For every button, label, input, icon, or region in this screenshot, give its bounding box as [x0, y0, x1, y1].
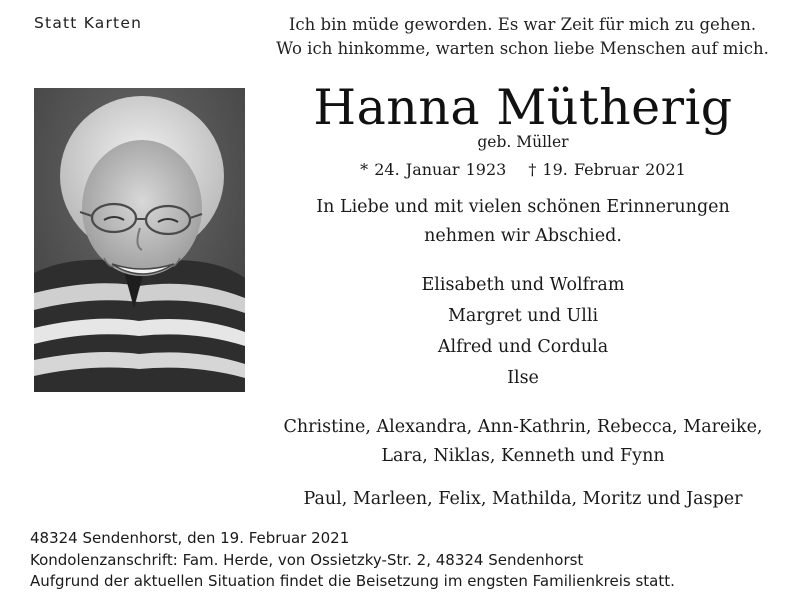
statt-karten-label: Statt Karten: [34, 14, 143, 32]
farewell-text: [270, 193, 776, 251]
motto-line-2: Wo ich hinkomme, warten schon liebe Menschen auf mich.: [276, 39, 769, 58]
condolence-address: Kondolenzanschrift: Fam. Herde, von Ossietzky-Str. 2, 48324 Sendenhorst: [30, 550, 584, 569]
death-date: † 19. Februar 2021: [528, 160, 686, 179]
deceased-name: Hanna Mütherig: [313, 79, 733, 136]
place-date: 48324 Sendenhorst, den 19. Februar 2021: [30, 529, 350, 547]
burial-note: Aufgrund der aktuellen Situation findet die Beisetzung im engsten Familienkreis statt.: [30, 572, 675, 590]
footer-info: [30, 528, 675, 593]
grandchildren-line-1: Christine, Alexandra, Ann-Kathrin, Rebecca, Mareike,: [283, 417, 763, 437]
children-list: [270, 270, 776, 394]
motto-verse: [265, 13, 780, 61]
farewell-line-2: nehmen wir Abschied.: [424, 226, 622, 246]
grandchildren-line-2: Lara, Niklas, Kenneth und Fynn: [381, 446, 665, 466]
grandchildren-list: [270, 413, 776, 471]
portrait-photo: [34, 88, 245, 392]
maiden-name: geb. Müller: [477, 133, 569, 151]
motto-line-1: Ich bin müde geworden. Es war Zeit für mich zu gehen.: [288, 15, 757, 34]
life-dates: [270, 160, 776, 179]
farewell-line-1: In Liebe und mit vielen schönen Erinnerungen: [316, 197, 730, 217]
mourner-entry: Alfred und Cordula: [437, 337, 609, 357]
birth-date: * 24. Januar 1923: [360, 160, 507, 179]
great-grandchildren-list: Paul, Marleen, Felix, Mathilda, Moritz und Jasper: [303, 489, 743, 509]
mourner-entry: Margret und Ulli: [447, 306, 599, 326]
mourner-entry: Ilse: [507, 368, 539, 388]
mourner-entry: Elisabeth und Wolfram: [421, 275, 625, 295]
